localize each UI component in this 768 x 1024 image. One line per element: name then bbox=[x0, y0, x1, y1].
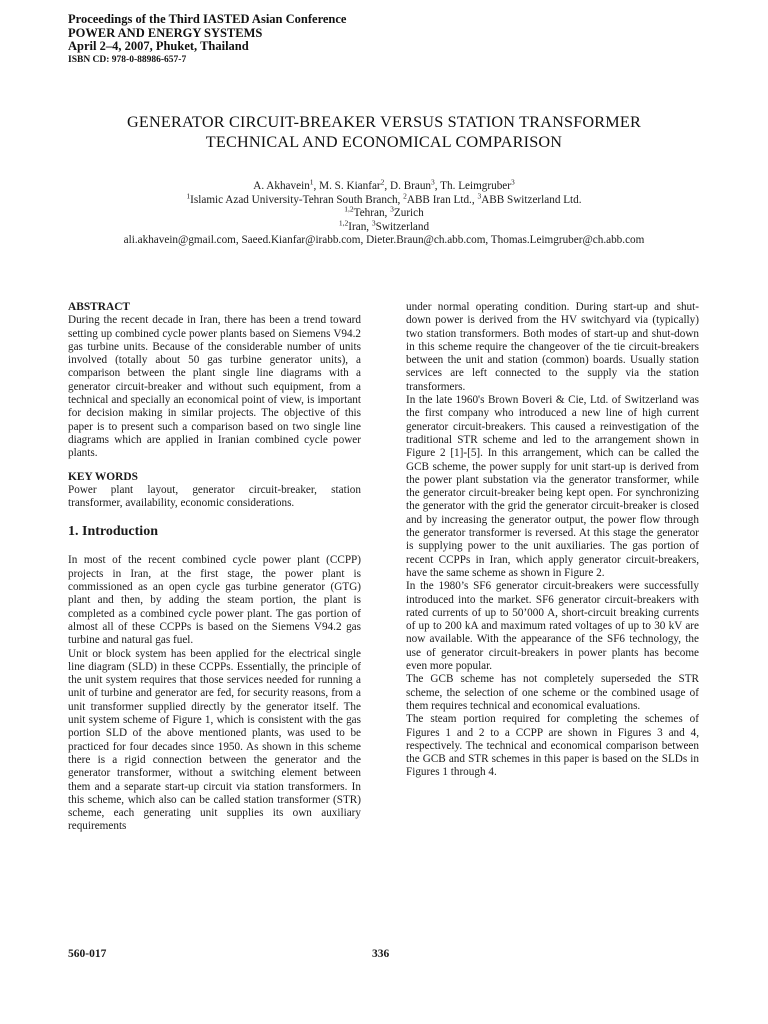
conference-name: Proceedings of the Third IASTED Asian Conference bbox=[68, 12, 347, 26]
author-1-sup: 1 bbox=[309, 177, 314, 187]
paper-title bbox=[40, 112, 728, 152]
affiliations bbox=[40, 190, 728, 208]
author-names bbox=[40, 177, 728, 194]
title-line-2: TECHNICAL AND ECONOMICAL COMPARISON bbox=[205, 133, 563, 151]
country-2: Switzerland bbox=[375, 220, 430, 233]
abstract-text: During the recent decade in Iran, there has been a trend toward setting up combined cycle power plants based on Siemens V94.2 gas turbine units. Because of the considerable number of units involved (totally about 50 gas turbine generator units), a comparison between the plant single line diagrams with a generator circuit-breaker and without such equipment, from a technical and specially an economical point of view, is important for decision making in similar projects. The objective of this paper is to present such a comparison based on two single line diagrams which are applied in Iranian combined cycle power plants. bbox=[68, 314, 361, 460]
isbn-line: ISBN CD: 978-0-88986-657-7 bbox=[68, 54, 187, 65]
right-paragraph-4: The GCB scheme has not completely superseded the STR scheme, the selection of one scheme or the combined usage of them requires technical and economical evaluations. bbox=[406, 673, 699, 712]
keywords-heading: KEY WORDS bbox=[68, 470, 138, 483]
conference-topic: POWER AND ENERGY SYSTEMS bbox=[68, 25, 263, 40]
author-4-sup: 3 bbox=[511, 177, 515, 187]
author-4: , Th. Leimgruber bbox=[434, 180, 512, 192]
paper-code: 560-017 bbox=[68, 948, 107, 960]
intro-paragraph-1: In most of the recent combined cycle power plant (CCPP) projects in Iran, at the first stage, the power plant is commissioned as an open cycle gas turbine generator (GTG) plant and then, by adding the steam portion, the plant is completed as a combined cycle power plant. The gas portion of almost all of these CCPPs is based on the Siemens V94.2 gas turbine and natural gas fuel. bbox=[68, 554, 361, 647]
author-2: , M. S. Kianfar bbox=[313, 180, 381, 192]
left-column bbox=[68, 301, 361, 834]
abstract-heading: ABSTRACT bbox=[68, 301, 131, 313]
author-3: , D. Braun bbox=[384, 180, 432, 192]
cities bbox=[40, 204, 728, 221]
right-paragraph-3: In the 1980’s SF6 generator circuit-breakers were successfully introduced into the market. SF6 generator circuit-breakers with rated currents of up to 50’000 A, short-circuit breaking currents of up to 200 kA and maximum rated voltages of up to 30 kV are now available. With the appearance of the SF6 technology, the use of generator circuit-breakers in power plants has become even more popular. bbox=[406, 580, 699, 673]
countries bbox=[40, 217, 728, 235]
author-2-sup: 2 bbox=[380, 177, 385, 187]
page-number: 336 bbox=[372, 948, 390, 960]
affiliation-1: Islamic Azad University-Tehran South Branch, bbox=[190, 193, 404, 206]
city-2: Zurich bbox=[393, 207, 424, 219]
city-1: Tehran, bbox=[353, 207, 391, 219]
affiliation-3: ABB Switzerland Ltd. bbox=[481, 193, 582, 206]
title-line-1: GENERATOR CIRCUIT-BREAKER VERSUS STATION TRANSFORMER bbox=[127, 113, 641, 131]
country-1: Iran, bbox=[348, 220, 372, 233]
right-column bbox=[406, 301, 699, 780]
intro-paragraph-2: Unit or block system has been applied for the electrical single line diagram (SLD) in these CCPPs. Essentially, the principle of the unit system requires that those services needed for running a unit of turbine and generator are fed, for security reasons, from a unit transformer supplied directly by the generator itself. The unit system scheme of Figure 1, which is consistent with the gas portion SLD of the above mentioned plants, was used to be practiced for four decades since 1950. As shown in this scheme there is a rigid connection between the generator and the generator transformer, without a switching element between them and a separate start-up circuit via station transformers. In this scheme, which also can be called station transformer (STR) scheme, each generating unit supplies its own auxiliary requirements bbox=[68, 647, 361, 833]
country-1-sup: 1,2 bbox=[338, 217, 349, 227]
country-2-sup: 3 bbox=[371, 217, 376, 227]
right-paragraph-5: The steam portion required for completing the schemes of Figures 1 and 2 to a CCPP are shown in Figures 3 and 4, respectively. The technical and economical comparison between the GCB and STR schemes in this paper is based on the SLDs in Figures 1 through 4. bbox=[406, 713, 699, 779]
right-paragraph-2: In the late 1960's Brown Boveri & Cie, Ltd. of Switzerland was the first company who introduced a new line of high current generator circuit-breakers. This caused a reinvestigation of the traditional STR scheme and led to the arrangement shown in Figure 2 [1]-[5]. In this arrangement, which can be called the GCB scheme, the power supply for unit start-up is derived from the power plant substation via the generator transformer, while the generator circuit-breaker being kept open. For synchronizing the generator with the grid the generator circuit-breaker is closed and by increasing the generator output, the power flow through the generator transformer is reversed. At this stage the generator is supplying power to the unit auxiliaries. The gas portion of recent CCPPs in Iran, which apply generator circuit-breakers, have the same scheme as shown in Figure 2. bbox=[406, 394, 699, 579]
city-2-sup: 3 bbox=[390, 204, 394, 214]
right-paragraph-1: under normal operating condition. During start-up and shut-down power is derived from the HV switchyard via (typically) two station transformers. Both modes of start-up and shut-down in this scheme require the changeover of the tie circuit-breakers between the unit and station (common) boards. Usually station services are left connected to the supply via the station transformers. bbox=[406, 301, 699, 393]
affiliation-3-sup: 3 bbox=[477, 190, 482, 200]
keywords-text: Power plant layout, generator circuit-breaker, station transformer, availability, economic considerations. bbox=[68, 483, 361, 510]
affiliation-2-sup: 2 bbox=[403, 190, 407, 200]
author-emails: ali.akhavein@gmail.com, Saeed.Kianfar@irabb.com, Dieter.Braun@ch.abb.com, Thomas.Leimgruber@ch.abb.com bbox=[123, 234, 645, 246]
author-3-sup: 3 bbox=[431, 177, 435, 187]
conference-date-location: April 2–4, 2007, Phuket, Thailand bbox=[68, 39, 249, 53]
affiliation-1-sup: 1 bbox=[186, 190, 191, 200]
affiliation-2: ABB Iran Ltd., bbox=[406, 193, 478, 206]
section-1-title: 1. Introduction bbox=[68, 524, 158, 540]
author-block bbox=[40, 177, 728, 248]
conference-header bbox=[68, 13, 347, 66]
author-1: A. Akhavein bbox=[253, 180, 310, 192]
city-1-sup: 1,2 bbox=[344, 204, 354, 214]
